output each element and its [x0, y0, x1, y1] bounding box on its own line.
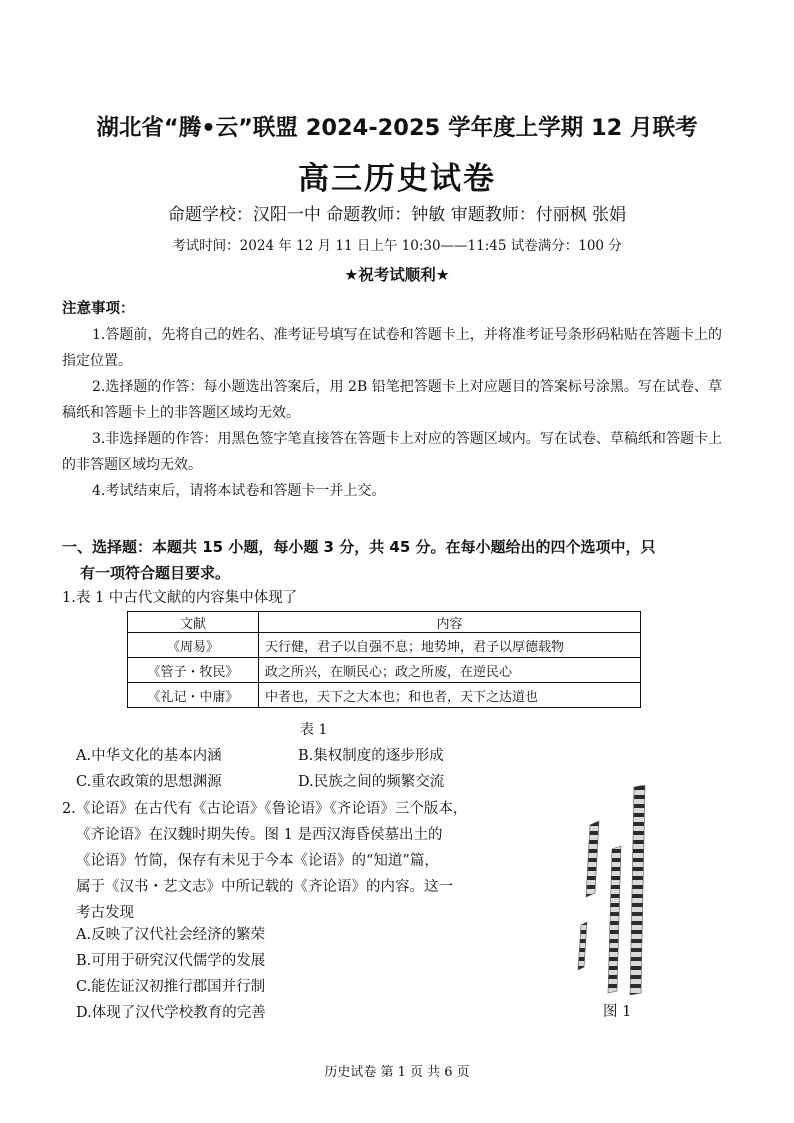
question-2-stem-line: 2.《论语》在古代有《古论语》《鲁论语》《齐论语》三个版本，: [62, 801, 468, 817]
section-heading: [62, 534, 702, 586]
question-2-stem: [62, 796, 532, 926]
table-cell-source: 《周易》: [128, 633, 259, 658]
question-2-stem-line: 属于《汉书・艺文志》中所记载的《齐论语》的内容。这一: [76, 879, 453, 895]
authors-line: 命题学校：汉阳一中 命题教师：钟敏 审题教师：付丽枫 张娟: [167, 205, 627, 225]
notes-section: [62, 296, 722, 504]
question-2-stem-line: 《齐论语》在汉魏时期失传。图 1 是西汉海昏侯墓出土的: [76, 827, 443, 843]
table-row: [128, 658, 641, 683]
bamboo-slip-short: [586, 821, 599, 897]
question-1-option-b: B.集权制度的逐步形成: [298, 748, 444, 764]
bamboo-slip-fragment: [578, 922, 587, 970]
table-row: [128, 683, 641, 708]
notes-heading: 注意事项：: [62, 301, 135, 317]
question-2-option-a: A.反映了汉代社会经济的繁荣: [76, 927, 266, 943]
figure-caption: 图 1: [603, 1004, 632, 1020]
question-1-option-a: A.中华文化的基本内涵: [76, 748, 222, 764]
question-1-stem: 1.表 1 中古代文献的内容集中体现了: [62, 590, 298, 606]
table-row: [128, 633, 641, 658]
question-2-option-b: B.可用于研究汉代儒学的发展: [76, 953, 266, 969]
subject-title: 高三历史试卷: [298, 161, 496, 197]
bamboo-slip-middle: [608, 846, 621, 993]
question-2-option-c: C.能佐证汉初推行郡国并行制: [76, 979, 266, 995]
note-item-1: 1.答题前，先将自己的姓名、准考证号填写在试卷和答题卡上，并将准考证号条形码粘贴在答题卡上的指定位置。: [62, 327, 722, 369]
question-1-option-d: D.民族之间的频繁交流: [298, 774, 445, 790]
question-1-table: [127, 611, 641, 708]
table-caption: 表 1: [300, 722, 328, 738]
table-cell-source: 《管子・牧民》: [128, 658, 259, 683]
bamboo-slips-image: [568, 785, 668, 995]
table-cell-source: 《礼记・中庸》: [128, 683, 259, 708]
exam-title: 湖北省“腾•云”联盟 2024-2025 学年度上学期 12 月联考: [96, 115, 698, 141]
section-heading-line-2: 有一项符合题目要求。: [80, 564, 231, 582]
question-2-stem-line: 《论语》竹简，保存有未见于今本《论语》的“知道”篇，: [76, 853, 439, 869]
question-1-option-c: C.重农政策的思想渊源: [76, 774, 222, 790]
table-cell-content: 天行健，君子以自强不息；地势坤，君子以厚德载物: [259, 633, 641, 658]
table-header-content: 内容: [259, 612, 641, 633]
table-cell-content: 中者也，天下之大本也；和也者，天下之达道也: [259, 683, 641, 708]
table-cell-content: 政之所兴，在顺民心；政之所废，在逆民心: [259, 658, 641, 683]
bamboo-slip-tall: [630, 785, 645, 995]
question-2-stem-line: 考古发现: [76, 905, 134, 921]
note-item-4: 4.考试结束后，请将本试卷和答题卡一并上交。: [92, 483, 386, 499]
section-heading-line-1: 一、选择题：本题共 15 小题，每小题 3 分，共 45 分。在每小题给出的四个选项中，只: [62, 538, 656, 556]
table-header-source: 文献: [128, 612, 259, 633]
note-item-3: 3.非选择题的作答：用黑色签字笔直接答在答题卡上对应的答题区域内。写在试卷、草稿纸和答题卡上的非答题区域均无效。: [62, 431, 722, 473]
page-footer: 历史试卷 第 1 页 共 6 页: [324, 1065, 470, 1080]
question-2-option-d: D.体现了汉代学校教育的完善: [76, 1005, 266, 1021]
note-item-2: 2.选择题的作答：每小题选出答案后，用 2B 铅笔把答题卡上对应题目的答案标号涂黑。写在试卷、草稿纸和答题卡上的非答题区域均无效。: [62, 379, 722, 421]
table-header-row: [128, 612, 641, 633]
exam-time-line: 考试时间：2024 年 12 月 11 日上午 10:30——11:45 试卷满分：100 分: [172, 238, 622, 254]
good-luck-line: ★祝考试顺利★: [344, 266, 450, 284]
